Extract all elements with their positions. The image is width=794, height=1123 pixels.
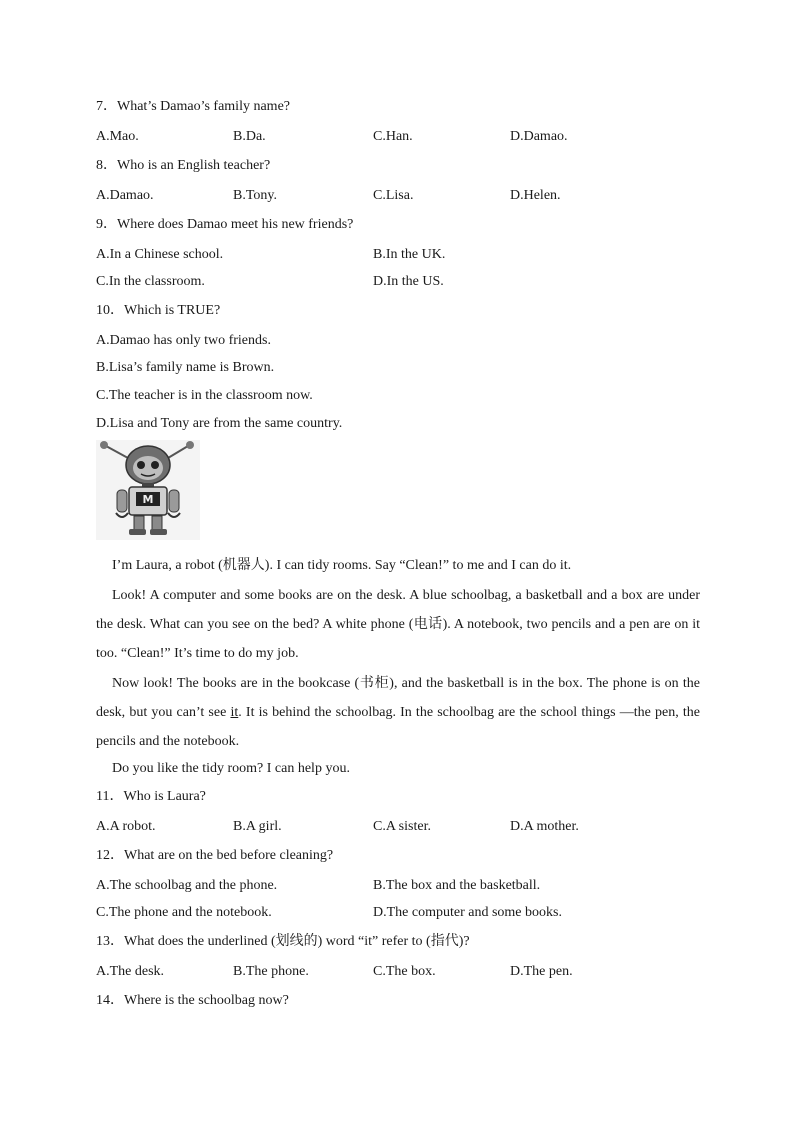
q13-option-a[interactable]: A.The desk. [96, 964, 165, 979]
q7-option-a[interactable]: A.Mao. [96, 129, 139, 144]
question-14-stem: 14．Where is the schoolbag now? [96, 993, 289, 1008]
passage-paragraph-3-part-a: Now look! The books are in the bookcase (书柜), and the basketball is in the box. The phone is on the desk, but you can’t see [96, 676, 700, 720]
q10-option-d[interactable]: D.Lisa and Tony are from the same country. [96, 416, 343, 431]
passage-paragraph-3-part-b: . It is behind the schoolbag. In the schoolbag are the school things —the pen, the pencils and the notebook. [96, 705, 701, 749]
question-11-stem: 11．Who is Laura? [96, 789, 206, 804]
passage-paragraph-2: Look! A computer and some books are on the desk. A blue schoolbag, a basketball and a box are under the desk. What can you see on the bed? A white phone (电话). A notebook, two pencils and a pen are on it too. “Clean!” It’s time to do my job. [96, 588, 700, 661]
question-9-stem: 9．Where does Damao meet his new friends? [96, 217, 354, 232]
q11-option-d[interactable]: D.A mother. [510, 819, 579, 834]
q9-option-c[interactable]: C.In the classroom. [96, 274, 205, 289]
q11-option-a[interactable]: A.A robot. [96, 819, 156, 834]
question-12-stem: 12．What are on the bed before cleaning? [96, 848, 334, 863]
passage-paragraph-4: Do you like the tidy room? I can help you. [112, 761, 350, 776]
question-8-stem: 8．Who is an English teacher? [96, 158, 271, 173]
question-7-options [96, 128, 700, 146]
question-9-options-row1 [96, 246, 700, 264]
q10-option-c[interactable]: C.The teacher is in the classroom now. [96, 388, 313, 403]
q8-option-d[interactable]: D.Helen. [510, 188, 561, 203]
question-13-stem: 13．What does the underlined (划线的) word “it” refer to (指代)? [96, 934, 470, 949]
q10-option-a[interactable]: A.Damao has only two friends. [96, 333, 271, 348]
question-8-options [96, 187, 700, 205]
q9-option-a[interactable]: A.In a Chinese school. [96, 247, 224, 262]
question-11-options [96, 818, 700, 836]
q8-option-c[interactable]: C.Lisa. [373, 188, 414, 203]
q10-option-b[interactable]: B.Lisa’s family name is Brown. [96, 360, 275, 375]
question-13-options [96, 963, 700, 981]
passage-paragraph-1: I’m Laura, a robot (机器人). I can tidy rooms. Say “Clean!” to me and I can do it. [112, 558, 572, 573]
q12-option-c[interactable]: C.The phone and the notebook. [96, 905, 272, 920]
q11-option-c[interactable]: C.A sister. [373, 819, 431, 834]
underlined-word-it: it [230, 705, 239, 720]
robot-illustration-icon [96, 440, 200, 540]
question-9-options-row2 [96, 273, 700, 291]
question-10-stem: 10．Which is TRUE? [96, 303, 221, 318]
q12-option-a[interactable]: A.The schoolbag and the phone. [96, 878, 278, 893]
question-7-stem: 7．What’s Damao’s family name? [96, 99, 290, 114]
q9-option-d[interactable]: D.In the US. [373, 274, 444, 289]
q11-option-b[interactable]: B.A girl. [233, 819, 282, 834]
q12-option-d[interactable]: D.The computer and some books. [373, 905, 562, 920]
passage-paragraph-3 [96, 669, 700, 756]
q12-option-b[interactable]: B.The box and the basketball. [373, 878, 541, 893]
q7-option-d[interactable]: D.Damao. [510, 129, 568, 144]
q7-option-b[interactable]: B.Da. [233, 129, 266, 144]
question-12-options-row2 [96, 904, 700, 922]
q9-option-b[interactable]: B.In the UK. [373, 247, 446, 262]
question-12-options-row1 [96, 877, 700, 895]
robot-badge: M [142, 493, 154, 506]
q13-option-d[interactable]: D.The pen. [510, 964, 573, 979]
q13-option-b[interactable]: B.The phone. [233, 964, 309, 979]
q8-option-a[interactable]: A.Damao. [96, 188, 154, 203]
q8-option-b[interactable]: B.Tony. [233, 188, 278, 203]
q13-option-c[interactable]: C.The box. [373, 964, 436, 979]
q7-option-c[interactable]: C.Han. [373, 129, 413, 144]
